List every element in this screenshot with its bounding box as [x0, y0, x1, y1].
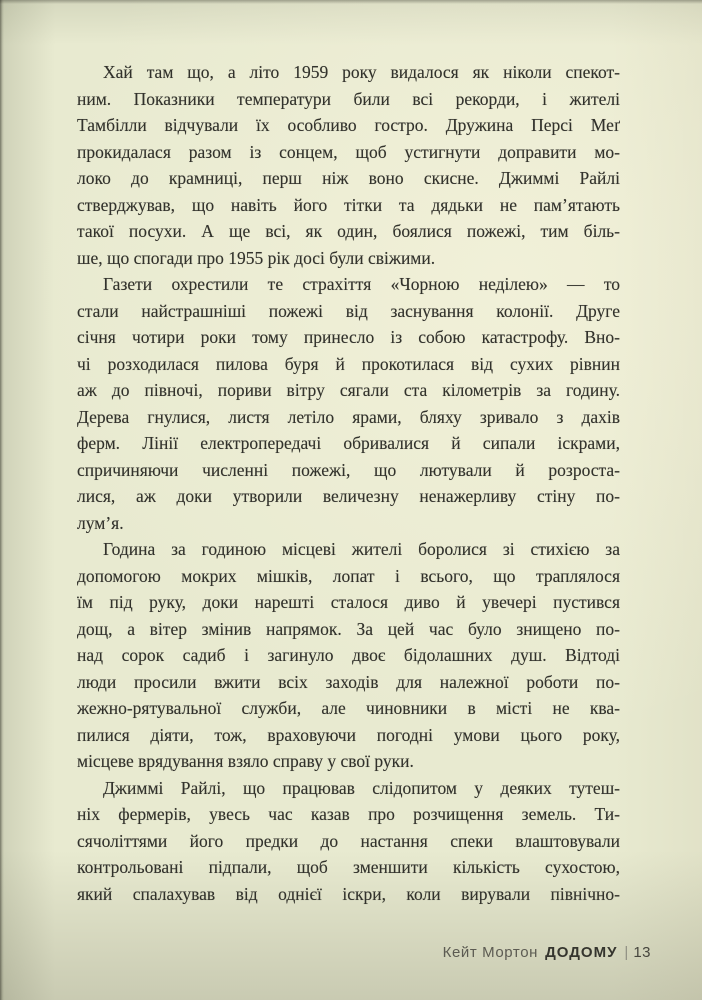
footer-separator: |	[624, 944, 629, 961]
page-left-edge-shadow	[0, 0, 4, 1000]
text-line: місцеве врядування взяло справу у свої руки.	[77, 751, 414, 771]
text-line: жежно-рятувальної служби, але чиновники в місті не ква-	[77, 698, 620, 718]
footer-page-number: 13	[633, 944, 651, 961]
text-line: локо до крамниці, перш ніж воно скисне. Джиммі Райлі	[77, 168, 620, 188]
text-line: спричиняючи численні пожежі, що лютували й розроста-	[77, 459, 620, 480]
body-text	[77, 59, 620, 907]
text-line: аж до півночі, пориви вітру сягали ста кілометрів за годину.	[77, 380, 620, 400]
text-line: пилися діяти, тож, враховуючи погодні умови цього року,	[77, 724, 620, 745]
footer-book-title: ДОДОМУ	[545, 944, 618, 961]
text-line: допомогою мокрих мішків, лопат і всього, що траплялося	[77, 565, 620, 586]
text-line: ним. Показники температури били всі рекорди, і жителі	[77, 88, 620, 109]
text-line: контрольовані підпали, щоб зменшити кількість сухостою,	[77, 857, 620, 877]
text-line: дощ, а вітер змінив напрямок. За цей час було знищено по-	[77, 618, 620, 639]
text-line: Газети охрестили те страхіття «Чорною неділею» — то	[103, 274, 620, 294]
text-line: лум’я.	[77, 512, 124, 533]
text-line: сячоліттями його предки до настання спеки влаштовували	[77, 830, 620, 851]
text-line: стверджував, що навіть його тітки та дядьки не пам’ятають	[77, 194, 620, 215]
text-line: лися, аж доки утворили величезну ненажерливу стіну по-	[77, 486, 620, 506]
text-line: Джиммі Райлі, що працював слідопитом у деяких тутеш-	[103, 777, 620, 798]
text-line: Година за годиною місцеві жителі боролися зі стихією за	[103, 539, 620, 559]
text-line: Тамбілли відчували їх особливо гостро. Дружина Персі Меґ	[77, 115, 620, 135]
text-line: їм під руку, доки нарешті сталося диво й увечері пустився	[77, 592, 620, 612]
text-line: такої посухи. А ще всі, як один, боялися пожежі, тим біль-	[77, 221, 620, 241]
text-line: Дерева гнулися, листя летіло ярами, бляху зривало з дахів	[77, 406, 620, 427]
page-top-edge-shadow	[0, 0, 702, 4]
text-line: люди просили вжити всіх заходів для належної роботи по-	[77, 671, 620, 692]
text-line: січня чотири роки тому принесло із собою катастрофу. Вно-	[77, 327, 620, 347]
text-line: ше, що спогади про 1955 рік досі були свіжими.	[77, 247, 436, 268]
text-line: над сорок садиб і загинуло двоє бідолашних душ. Відтоді	[77, 645, 620, 665]
text-line: Хай там що, а літо 1959 року видалося як ніколи спекот-	[103, 62, 620, 82]
text-line: ферм. Лінії електропередачі обривалися й сипали іскрами,	[77, 433, 620, 453]
text-line: стали найстрашніші пожежі від заснування колонії. Друге	[77, 300, 620, 321]
text-line: ніх фермерів, увесь час казав про розчищення земель. Ти-	[77, 804, 620, 824]
page-footer	[443, 944, 651, 962]
text-line: чі розходилася пилова буря й прокотилася від сухих рівнин	[77, 353, 620, 374]
text-line: прокидалася разом із сонцем, щоб устигнути доправити мо-	[77, 141, 620, 162]
footer-author: Кейт Мортон	[442, 944, 539, 961]
text-line: який спалахував від однієї іскри, коли вирували північно-	[77, 883, 620, 904]
